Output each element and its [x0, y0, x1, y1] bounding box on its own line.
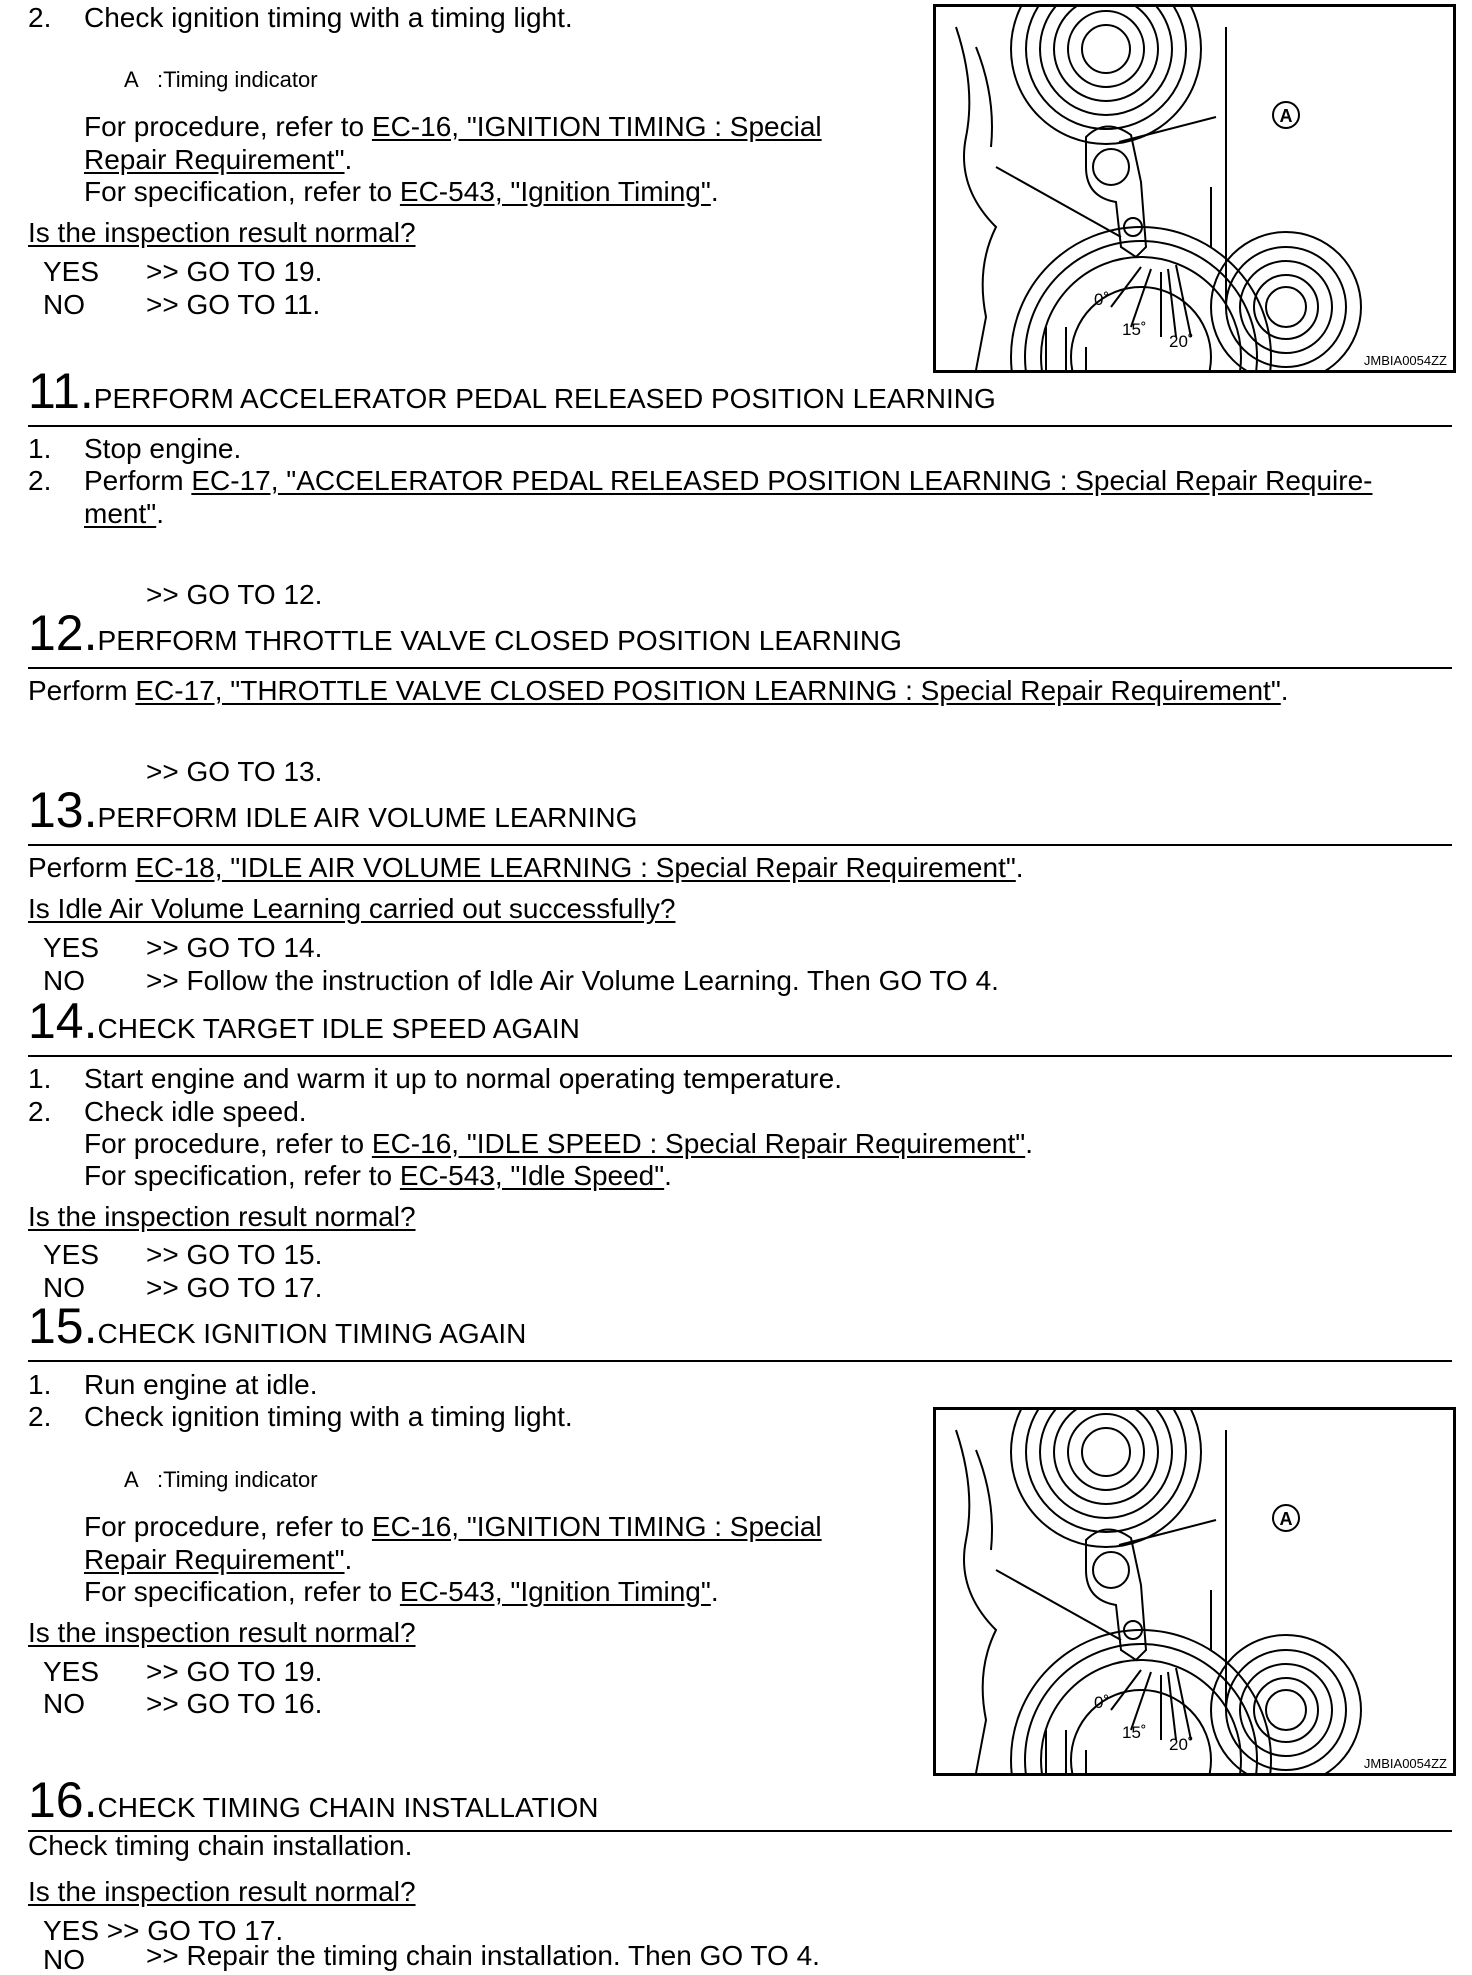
item-num: 1.	[28, 433, 52, 464]
no-action: >> Follow the instruction of Idle Air Volume Learning. Then GO TO 4.	[146, 965, 999, 996]
step-title: CHECK IGNITION TIMING AGAIN	[97, 1318, 527, 1349]
specification-line: For specification, refer to EC-543, "Idle Speed".	[84, 1160, 672, 1191]
procedure-line: For procedure, refer to EC-16, "IGNITION TIMING : Special	[84, 111, 822, 142]
inspection-question: Is the inspection result normal?	[28, 1617, 416, 1648]
perform-line: Perform EC-17, "THROTTLE VALVE CLOSED POSITION LEARNING : Special Repair Requirement".	[28, 675, 1289, 706]
idle-speed-link[interactable]: EC-16, "IDLE SPEED : Special Repair Requirement"	[371, 1128, 1026, 1159]
callout-letter: A	[1279, 106, 1293, 126]
timing-figure	[933, 1407, 1456, 1776]
procedure-line-cont: Repair Requirement".	[84, 144, 353, 175]
step-number: 12.	[28, 605, 98, 661]
yes-action: >> GO TO 14.	[146, 932, 323, 963]
yes-label: YES	[43, 932, 100, 963]
perform-line: Perform EC-18, "IDLE AIR VOLUME LEARNING : Special Repair Requirement".	[28, 852, 1024, 883]
item-text: Start engine and warm it up to normal operating temperature.	[84, 1063, 842, 1094]
timing-illustration	[936, 7, 1453, 370]
no-label: NO	[43, 289, 85, 320]
step-16-heading	[28, 1772, 599, 1828]
yes-label: YES	[43, 1239, 100, 1270]
specification-line: For specification, refer to EC-543, "Ignition Timing".	[84, 176, 719, 207]
degree-20: 20˚	[1169, 332, 1194, 351]
step-divider	[28, 667, 1452, 669]
learning-question: Is Idle Air Volume Learning carried out successfully?	[28, 893, 676, 924]
item-text: Stop engine.	[84, 433, 242, 464]
step-divider	[28, 425, 1452, 427]
procedure-link-cont[interactable]: Repair Requirement"	[84, 144, 345, 175]
step-number: 16.	[28, 1772, 98, 1828]
figure-id: JMBIA0054ZZ	[1363, 353, 1447, 368]
timing-figure	[933, 4, 1456, 373]
degree-15: 15˚	[1122, 320, 1147, 339]
no-action: >> GO TO 16.	[146, 1688, 323, 1719]
step-title: CHECK TIMING CHAIN INSTALLATION	[97, 1792, 599, 1823]
yes-action: >> GO TO 19.	[146, 256, 323, 287]
specification-link[interactable]: EC-543, "Ignition Timing"	[399, 1576, 711, 1607]
item-text: Run engine at idle.	[84, 1369, 318, 1400]
goto-action: >> GO TO 12.	[146, 579, 323, 610]
step-divider	[28, 844, 1452, 846]
procedure-link[interactable]: EC-16, "IGNITION TIMING : Special	[371, 111, 822, 142]
no-action: >> Repair the timing chain installation. Then GO TO 4.	[146, 1940, 820, 1971]
procedure-link-cont[interactable]: Repair Requirement"	[84, 1544, 345, 1575]
item-num: 2.	[28, 2, 52, 33]
item-text: Check ignition timing with a timing light.	[84, 1401, 573, 1432]
inspection-question: Is the inspection result normal?	[28, 1201, 416, 1232]
step-title: CHECK TARGET IDLE SPEED AGAIN	[97, 1013, 580, 1044]
step-title: PERFORM IDLE AIR VOLUME LEARNING	[97, 802, 638, 833]
yes-label: YES	[43, 1656, 100, 1687]
specification-line: For specification, refer to EC-543, "Ignition Timing".	[84, 1576, 719, 1607]
step-divider	[28, 1055, 1452, 1057]
step-number: 14.	[28, 993, 98, 1049]
degree-0: 0˚	[1094, 1693, 1110, 1712]
item-text: Check ignition timing with a timing light.	[84, 2, 573, 33]
no-label: NO	[43, 965, 85, 996]
item-text: Perform EC-17, "ACCELERATOR PEDAL RELEASED POSITION LEARNING : Special Repair Require-	[84, 465, 1373, 496]
no-label: NO	[43, 1688, 85, 1719]
item-num: 2.	[28, 1401, 52, 1432]
no-label: NO	[43, 1272, 85, 1303]
learning-link-cont[interactable]: ment"	[84, 498, 157, 529]
yes-line: YES >> GO TO 17.	[43, 1915, 284, 1946]
degree-20: 20˚	[1169, 1735, 1194, 1754]
check-text: Check timing chain installation.	[28, 1830, 413, 1861]
step-11-heading	[28, 363, 996, 419]
inspection-question: Is the inspection result normal?	[28, 217, 416, 248]
step-title: PERFORM ACCELERATOR PEDAL RELEASED POSITION LEARNING	[93, 383, 996, 414]
goto-action: >> GO TO 13.	[146, 756, 323, 787]
item-text-cont: ment".	[84, 498, 164, 529]
throttle-learning-link[interactable]: EC-17, "THROTTLE VALVE CLOSED POSITION LEARNING : Special Repair Requirement"	[135, 675, 1281, 706]
no-label: NO	[43, 1944, 85, 1975]
procedure-line-cont: Repair Requirement".	[84, 1544, 353, 1575]
no-action: >> GO TO 17.	[146, 1272, 323, 1303]
idle-air-learning-link[interactable]: EC-18, "IDLE AIR VOLUME LEARNING : Special Repair Requirement"	[135, 852, 1016, 883]
figure-legend: A :Timing indicator	[124, 1467, 318, 1492]
procedure-link[interactable]: EC-16, "IGNITION TIMING : Special	[371, 1511, 822, 1542]
item-num: 2.	[28, 1096, 52, 1127]
step-number: 13.	[28, 782, 98, 838]
learning-link[interactable]: EC-17, "ACCELERATOR PEDAL RELEASED POSITION LEARNING : Special Repair Require-	[191, 465, 1373, 496]
step-14-heading	[28, 993, 580, 1049]
item-text: Check idle speed.	[84, 1096, 307, 1127]
item-num: 2.	[28, 465, 52, 496]
step-number: 15.	[28, 1298, 98, 1354]
figure-id: JMBIA0054ZZ	[1363, 1756, 1447, 1771]
step-13-heading	[28, 782, 638, 838]
step-15-heading	[28, 1298, 527, 1354]
specification-link[interactable]: EC-543, "Ignition Timing"	[399, 176, 711, 207]
yes-action: >> GO TO 19.	[146, 1656, 323, 1687]
step-title: PERFORM THROTTLE VALVE CLOSED POSITION LEARNING	[97, 625, 902, 656]
step-divider	[28, 1360, 1452, 1362]
idle-speed-spec-link[interactable]: EC-543, "Idle Speed"	[399, 1160, 665, 1191]
callout-letter: A	[1279, 1509, 1293, 1529]
item-num: 1.	[28, 1369, 52, 1400]
item-num: 1.	[28, 1063, 52, 1094]
no-action: >> GO TO 11.	[146, 289, 321, 320]
yes-label: YES	[43, 256, 100, 287]
timing-illustration	[936, 1410, 1453, 1773]
degree-15: 15˚	[1122, 1723, 1147, 1742]
yes-action: >> GO TO 15.	[146, 1239, 323, 1270]
step-12-heading	[28, 605, 902, 661]
procedure-line: For procedure, refer to EC-16, "IGNITION TIMING : Special	[84, 1511, 822, 1542]
figure-legend: A :Timing indicator	[124, 67, 318, 92]
inspection-question: Is the inspection result normal?	[28, 1876, 416, 1907]
degree-0: 0˚	[1094, 290, 1110, 309]
step-number: 11.	[28, 363, 94, 419]
procedure-line: For procedure, refer to EC-16, "IDLE SPEED : Special Repair Requirement".	[84, 1128, 1033, 1159]
